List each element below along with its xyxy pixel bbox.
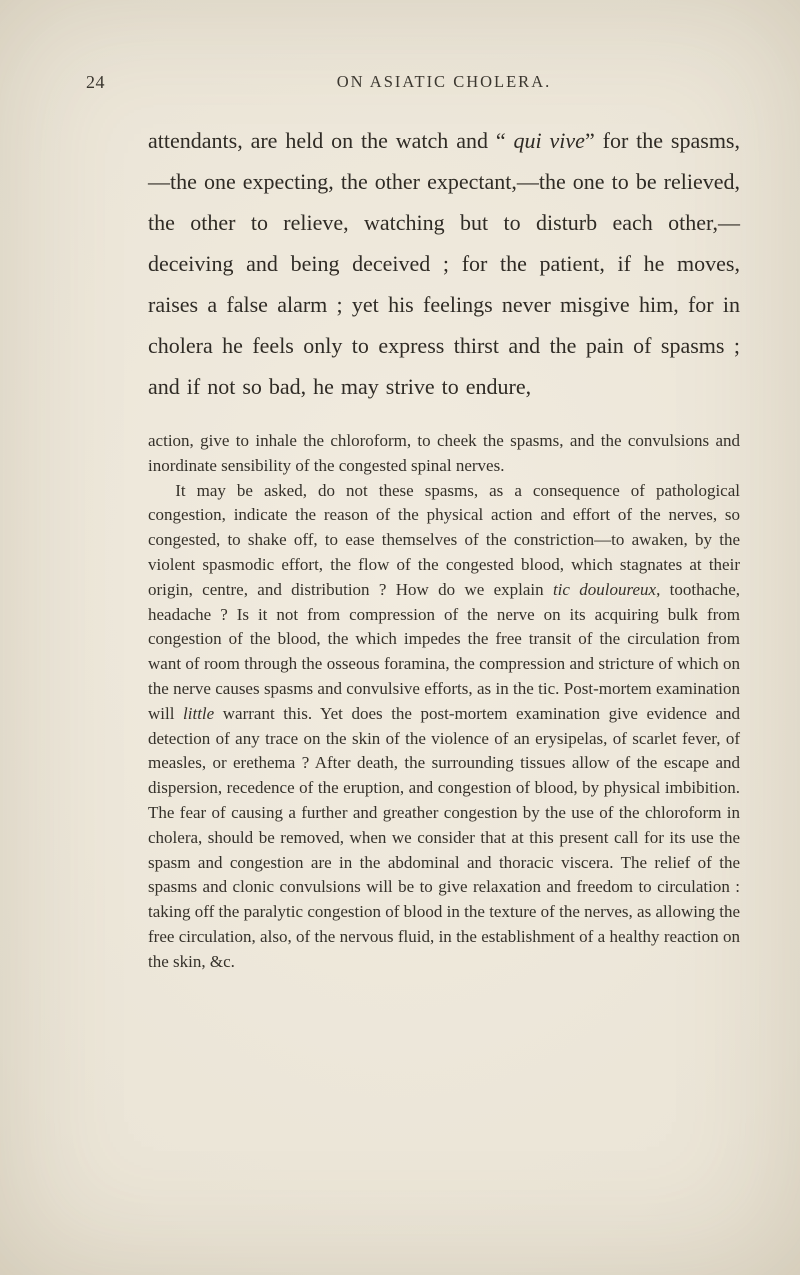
page-header xyxy=(0,72,800,102)
text-column xyxy=(148,120,740,975)
body-paragraph: attendants, are held on the watch and “ qui vive” for the spasms,—the one expecting, the other expectant,—the one to be relieved, the other to relieve, watching but to disturb each other,—deceiving and being deceived ; for the patient, if he moves, raises a false alarm ; yet his feelings never misgive him, for in cholera he feels only to express thirst and the pain of spasms ; and if not so bad, he may strive to endure, xyxy=(148,128,740,399)
footnote-paragraph-main: It may be asked, do not these spasms, as a consequence of pathological congestion, indicate the reason of the physical action and effort of the nerves, so congested, to shake off, to ease themselves of the constriction—to awaken, by the violent spasmodic effort, the flow of the congested blood, which stagnates at their origin, centre, and distribution ? How do we explain tic douloureux, toothache, headache ? Is it not from compression of the nerve on its acquiring bulk from congestion of the blood, the which impedes the free transit of the circulation from want of room through the osseous foramina, the compression and stricture of which on the nerve causes spasms and convulsive efforts, as in the tic. Post-mortem examination will little warrant this. Yet does the post-mortem examination give evidence and detection of any trace on the skin of the violence of an erysipelas, of scarlet fever, of measles, or erethema ? After death, the surrounding tissues allow of the escape and dispersion, recedence of the eruption, and congestion of blood, by physical imbibition. The fear of causing a further and greather congestion by the use of the chloroform in cholera, should be removed, when we consider that at this present call for its use the spasm and congestion are in the abdominal and thoracic viscera. The relief of the spasms and clonic convulsions will be to give relaxation and freedom to circulation : taking off the paralytic congestion of blood in the texture of the nerves, as allowing the free circulation, also, of the nervous fluid, in the establishment of a healthy reaction on the skin, &c. xyxy=(148,480,740,971)
footnote-paragraph-continuation: action, give to inhale the chloroform, to cheek the spasms, and the convulsions and inordinate sensibility of the congested spinal nerves. xyxy=(148,431,740,475)
running-title: ON ASIATIC CHOLERA. xyxy=(336,72,552,91)
page-number: 24 xyxy=(86,72,105,92)
footnote-section xyxy=(148,429,740,975)
